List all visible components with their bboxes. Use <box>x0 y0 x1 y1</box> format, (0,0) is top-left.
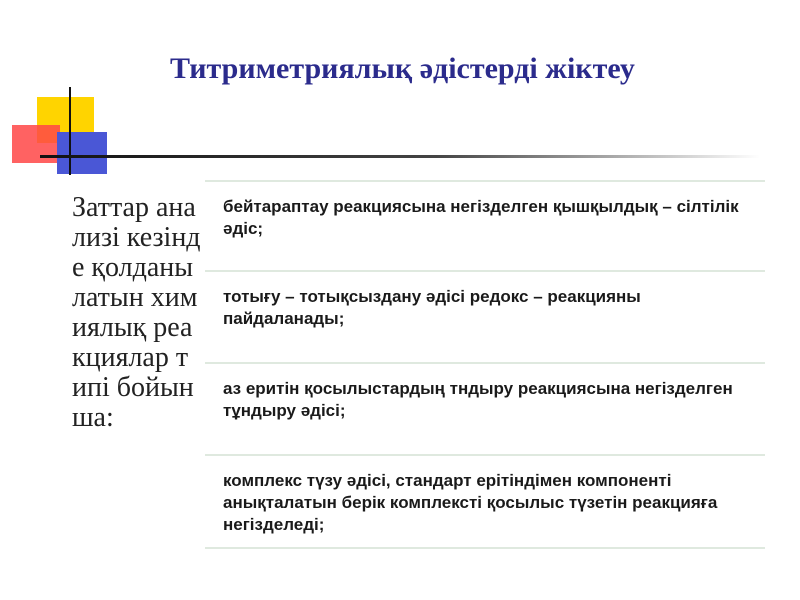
table-row <box>205 364 765 456</box>
logo-blue-square <box>57 132 107 174</box>
row-text: бейтараптау реакциясына негізделген қышқылдық – сілтілік әдіс; <box>223 197 739 238</box>
row-text: аз еритін қосылыстардың тндыру реакциясына негізделген тұндыру әдісі; <box>223 379 733 420</box>
table-row <box>205 456 765 549</box>
slide-title: Титриметриялық әдістерді жіктеу <box>170 52 635 85</box>
row-text: тотығу – тотықсыздану әдісі редокс – реакцияны пайдаланады; <box>223 287 641 328</box>
left-caption: Заттар анализі кезінде қолданылатын химиялық реакциялар типі бойынша: <box>72 192 201 433</box>
title-underline <box>40 155 760 158</box>
method-table <box>205 180 765 549</box>
table-row <box>205 272 765 364</box>
row-text: комплекс түзу әдісі, стандарт ерітіндімен компоненті анықталатын берік комплексті қосылыс түзетін реакцияға негізделеді; <box>223 471 718 534</box>
logo-vertical-line <box>69 87 71 175</box>
table-row <box>205 180 765 272</box>
